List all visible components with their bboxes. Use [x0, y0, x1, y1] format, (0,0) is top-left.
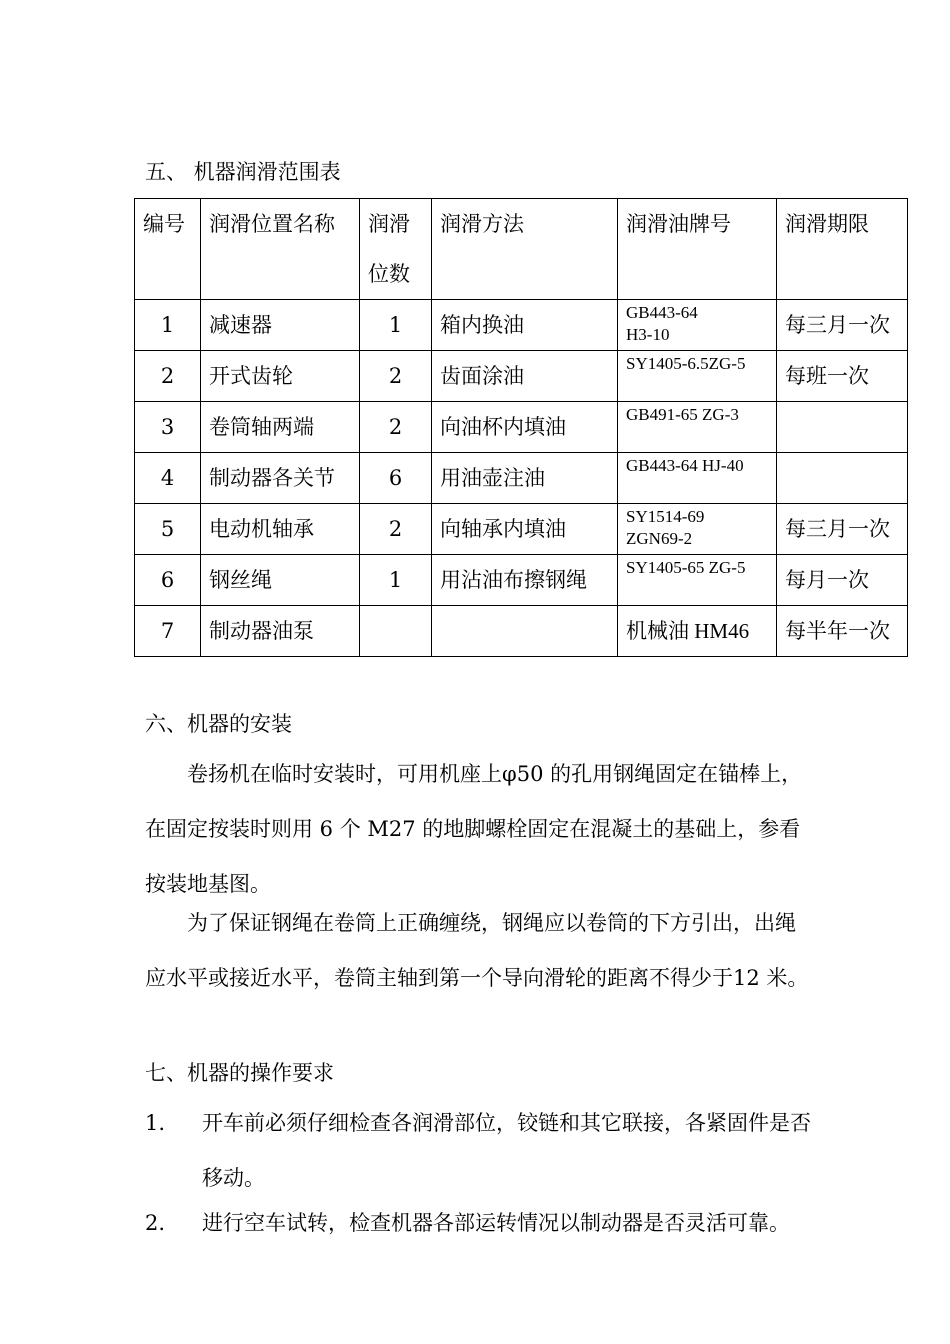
cell-oil [618, 402, 777, 453]
list-item [145, 1196, 815, 1251]
cell-oil: 机械油 HM46 [618, 606, 777, 657]
cell-no: 6 [135, 555, 201, 606]
cell-name: 开式齿轮 [201, 351, 360, 402]
installation-paragraph-1: 卷扬机在临时安装时，可用机座上φ50 的孔用钢绳固定在锚棒上，在固定按装时则用 6 个 M27 的地脚螺栓固定在混凝土的基础上，参看按装地基图。 [145, 762, 803, 896]
cell-period: 每月一次 [777, 555, 908, 606]
cell-name: 电动机轴承 [201, 504, 360, 555]
header-period: 润滑期限 [777, 199, 908, 300]
oil-line: ZGN69-2 [626, 529, 693, 548]
cell-method: 用油壶注油 [432, 453, 618, 504]
table-row [135, 555, 908, 606]
list-item [145, 1096, 815, 1206]
header-count [360, 199, 432, 300]
cell-count: 6 [360, 453, 432, 504]
cell-count: 1 [360, 555, 432, 606]
cell-period [777, 402, 908, 453]
cell-count: 1 [360, 300, 432, 351]
table-row [135, 504, 908, 555]
header-count-line1: 润滑 [368, 212, 410, 236]
cell-method: 向轴承内填油 [432, 504, 618, 555]
cell-no: 2 [135, 351, 201, 402]
header-position: 润滑位置名称 [201, 199, 360, 300]
table-row [135, 300, 908, 351]
cell-method: 用沾油布擦钢绳 [432, 555, 618, 606]
cell-count: 2 [360, 402, 432, 453]
list-item-text: 进行空车试转，检查机器各部运转情况以制动器是否灵活可靠。 [202, 1211, 790, 1235]
cell-no: 1 [135, 300, 201, 351]
table-row [135, 606, 908, 657]
oil-line: GB443-64 HJ-40 [626, 456, 744, 475]
cell-count: 2 [360, 351, 432, 402]
cell-name: 制动器各关节 [201, 453, 360, 504]
cell-oil [618, 504, 777, 555]
cell-method [432, 606, 618, 657]
cell-count: 2 [360, 504, 432, 555]
cell-name: 制动器油泵 [201, 606, 360, 657]
cell-period: 每半年一次 [777, 606, 908, 657]
cell-period [777, 453, 908, 504]
table-row [135, 351, 908, 402]
cell-method: 齿面涂油 [432, 351, 618, 402]
header-no: 编号 [135, 199, 201, 300]
list-item-text: 开车前必须仔细检查各润滑部位，铰链和其它联接，各紧固件是否移动。 [202, 1111, 811, 1190]
cell-no: 4 [135, 453, 201, 504]
cell-oil [618, 555, 777, 606]
table-row [135, 453, 908, 504]
cell-oil [618, 453, 777, 504]
section-title-installation: 六、机器的安装 [145, 712, 292, 736]
lubrication-table [134, 198, 908, 657]
oil-line: GB491-65 ZG-3 [626, 405, 739, 424]
oil-line: SY1405-6.5ZG-5 [626, 354, 746, 373]
oil-line: SY1514-69 [626, 507, 705, 526]
cell-period: 每三月一次 [777, 300, 908, 351]
cell-no: 7 [135, 606, 201, 657]
oil-line: SY1405-65 ZG-5 [626, 558, 746, 577]
installation-paragraph-2: 为了保证钢绳在卷筒上正确缠绕，钢绳应以卷筒的下方引出，出绳应水平或接近水平，卷筒主轴到第一个导向滑轮的距离不得少于12 米。 [145, 911, 809, 990]
oil-line: H3-10 [626, 325, 670, 344]
cell-name: 卷筒轴两端 [201, 402, 360, 453]
cell-period: 每班一次 [777, 351, 908, 402]
header-method: 润滑方法 [432, 199, 618, 300]
table-row [135, 402, 908, 453]
section-title-lubrication: 五、 机器润滑范围表 [145, 160, 341, 184]
cell-period: 每三月一次 [777, 504, 908, 555]
cell-no: 3 [135, 402, 201, 453]
oil-line: GB443-64 [626, 303, 698, 322]
cell-count [360, 606, 432, 657]
cell-oil [618, 300, 777, 351]
cell-oil [618, 351, 777, 402]
header-oil: 润滑油牌号 [618, 199, 777, 300]
header-count-line2: 位数 [368, 262, 410, 286]
cell-name: 减速器 [201, 300, 360, 351]
list-item-number: 1. [145, 1111, 166, 1135]
cell-method: 向油杯内填油 [432, 402, 618, 453]
list-item-number: 2. [145, 1211, 166, 1235]
table-header-row [135, 199, 908, 300]
cell-method: 箱内换油 [432, 300, 618, 351]
section-title-operation: 七、机器的操作要求 [145, 1061, 334, 1085]
cell-no: 5 [135, 504, 201, 555]
cell-name: 钢丝绳 [201, 555, 360, 606]
